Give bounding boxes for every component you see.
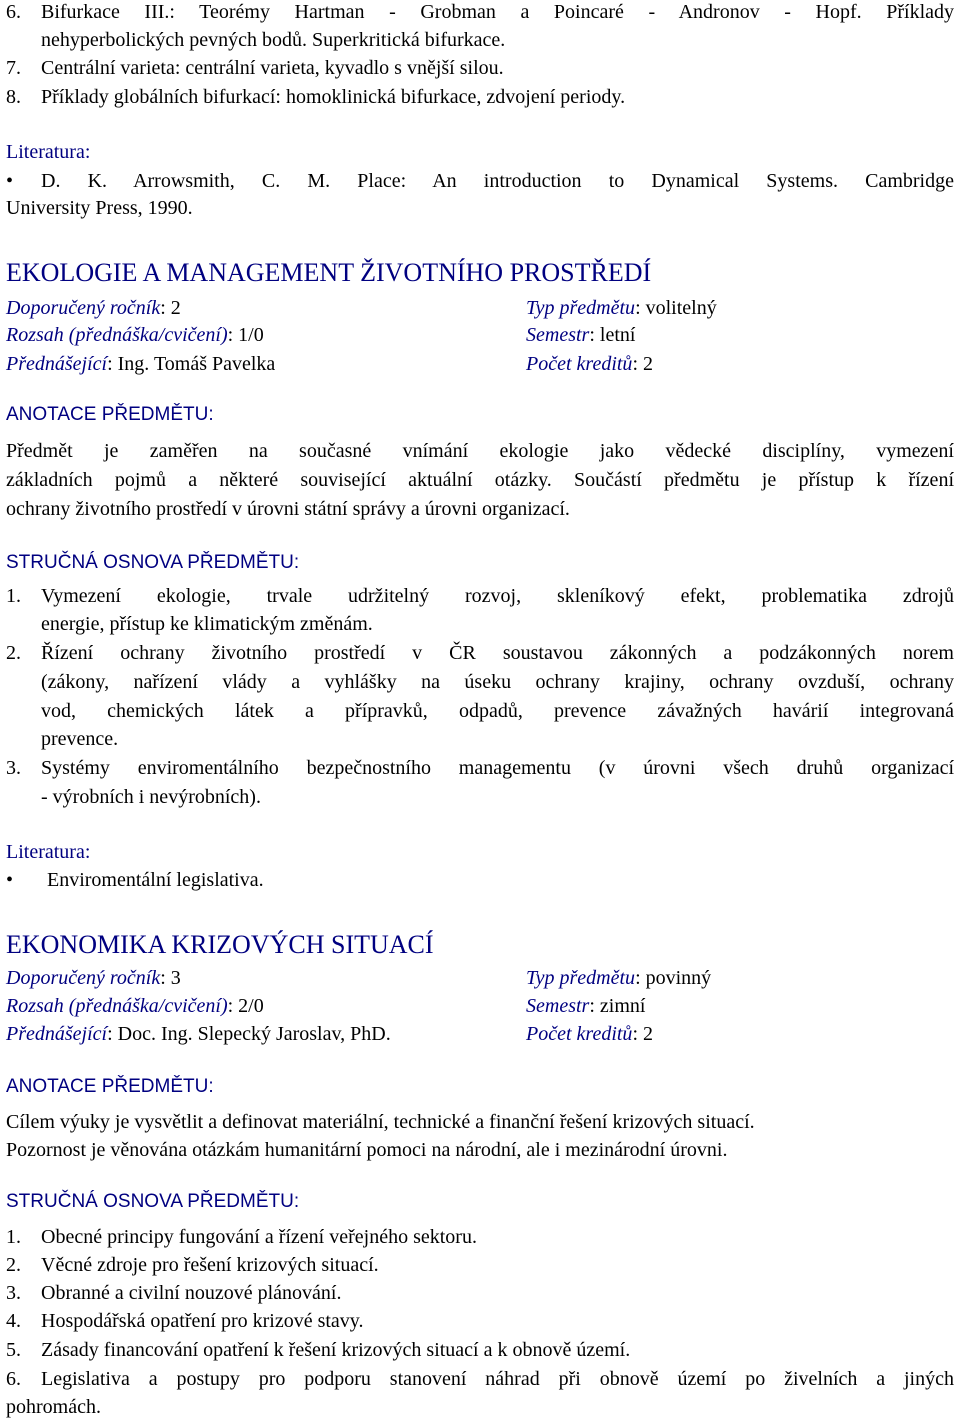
meta-label: Doporučený ročník (6, 967, 161, 989)
course-title: EKONOMIKA KRIZOVÝCH SITUACÍ (6, 930, 434, 959)
meta-prednasejici (6, 1022, 391, 1046)
meta-label: Semestr (526, 324, 590, 346)
literature-heading: Literatura: (6, 841, 91, 863)
meta-value: : 1/0 (227, 324, 264, 346)
outline-item-text: nehyperbolických pevných bodů. Superkritická bifurkace. (41, 29, 506, 51)
meta-value: : 2 (632, 1023, 653, 1045)
outline-item-text: energie, přístup ke klimatickým změnám. (41, 613, 373, 635)
bullet-icon: • (6, 869, 14, 891)
literature-heading: Literatura: (6, 141, 91, 163)
anotace-heading: ANOTACE PŘEDMĚTU: (6, 404, 214, 425)
meta-label: Typ předmětu (526, 297, 636, 319)
meta-kredity (526, 352, 653, 376)
meta-value: : Doc. Ing. Slepecký Jaroslav, PhD. (107, 1023, 391, 1045)
meta-value: : 2/0 (227, 995, 264, 1017)
outline-item-text: Obranné a civilní nouzové plánování. (41, 1282, 342, 1304)
outline-item-text: Zásady financování opatření k řešení krizových situací a k obnově území. (41, 1339, 631, 1361)
outline-item-number: 2. (6, 1254, 21, 1276)
outline-item-text: prevence. (41, 728, 119, 750)
meta-label: Počet kreditů (526, 1023, 633, 1045)
bullet-icon: • (6, 170, 14, 192)
meta-label: Přednášející (6, 1023, 108, 1045)
meta-value: : volitelný (635, 297, 717, 319)
meta-value: : povinný (635, 967, 712, 989)
outline-item-text: Legislativa a postupy pro podporu stanovení náhrad při obnově území po živelních a jiných (41, 1368, 954, 1390)
meta-label: Rozsah (přednáška/cvičení) (6, 324, 228, 346)
meta-rocnik (6, 966, 181, 990)
meta-semestr (526, 994, 645, 1018)
meta-semestr (526, 323, 635, 347)
meta-label: Přednášející (6, 353, 108, 375)
meta-label: Rozsah (přednáška/cvičení) (6, 995, 228, 1017)
meta-typ (526, 966, 711, 990)
outline-item-text: - výrobních i nevýrobních). (41, 786, 261, 808)
outline-item-number: 5. (6, 1339, 21, 1361)
outline-item-text: pohromách. (6, 1396, 101, 1418)
outline-item-text: vod, chemických látek a přípravků, odpadů, prevence závažných havárií integrovaná (41, 700, 954, 722)
meta-value: : Ing. Tomáš Pavelka (107, 353, 276, 375)
meta-typ (526, 296, 717, 320)
outline-item-number: 1. (6, 585, 21, 607)
meta-label: Počet kreditů (526, 353, 633, 375)
outline-item-text: Věcné zdroje pro řešení krizových situací. (41, 1254, 379, 1276)
outline-item-number: 8. (6, 86, 21, 108)
meta-label: Doporučený ročník (6, 297, 161, 319)
outline-item-number: 7. (6, 57, 21, 79)
outline-item-number: 6. (6, 1, 21, 23)
literature-item: Enviromentální legislativa. (47, 869, 264, 891)
osnova-heading: STRUČNÁ OSNOVA PŘEDMĚTU: (6, 1191, 300, 1212)
anotace-text: Předmět je zaměřen na současné vnímání ekologie jako vědecké disciplíny, vymezení (6, 440, 954, 462)
outline-item-number: 4. (6, 1310, 21, 1332)
meta-label: Typ předmětu (526, 967, 636, 989)
anotace-heading: ANOTACE PŘEDMĚTU: (6, 1076, 214, 1097)
meta-kredity (526, 1022, 653, 1046)
meta-label: Semestr (526, 995, 590, 1017)
meta-rozsah (6, 323, 264, 347)
outline-item-text: Centrální varieta: centrální varieta, kyvadlo s vnější silou. (41, 57, 504, 79)
literature-item: D. K. Arrowsmith, C. M. Place: An introduction to Dynamical Systems. Cambridge (41, 170, 954, 192)
meta-value: : 3 (160, 967, 181, 989)
anotace-text: Pozornost je věnována otázkám humanitární pomoci na národní, ale i mezinárodní úrovni. (6, 1139, 728, 1161)
outline-item-text: Hospodářská opatření pro krizové stavy. (41, 1310, 364, 1332)
meta-rocnik (6, 296, 181, 320)
outline-item-number: 2. (6, 642, 21, 664)
meta-value: : 2 (160, 297, 181, 319)
meta-prednasejici (6, 352, 275, 376)
meta-value: : letní (589, 324, 636, 346)
course-title: EKOLOGIE A MANAGEMENT ŽIVOTNÍHO PROSTŘEDÍ (6, 258, 652, 287)
outline-item-text: Systémy enviromentálního bezpečnostního managementu (v úrovni všech druhů organizací (41, 757, 954, 779)
outline-item-number: 3. (6, 1282, 21, 1304)
outline-item-number: 3. (6, 757, 21, 779)
literature-item: University Press, 1990. (6, 197, 193, 219)
outline-item-number: 1. (6, 1226, 21, 1248)
anotace-text: Cílem výuky je vysvětlit a definovat materiální, technické a finanční řešení krizových situací. (6, 1111, 755, 1133)
anotace-text: základních pojmů a některé související aktuální otázky. Součástí předmětu je přístup k řízení (6, 469, 954, 491)
osnova-heading: STRUČNÁ OSNOVA PŘEDMĚTU: (6, 552, 300, 573)
meta-value: : 2 (632, 353, 653, 375)
meta-value: : zimní (589, 995, 646, 1017)
outline-item-number: 6. (6, 1368, 21, 1390)
anotace-text: ochrany životního prostředí v úrovni státní správy a úrovni organizací. (6, 498, 570, 520)
outline-item-text: Řízení ochrany životního prostředí v ČR soustavou zákonných a podzákonných norem (41, 642, 954, 664)
outline-item-text: (zákony, nařízení vlády a vyhlášky na úseku ochrany krajiny, ochrany ovzduší, ochrany (41, 671, 954, 693)
outline-item-text: Bifurkace III.: Teorémy Hartman - Grobman a Poincaré - Andronov - Hopf. Příklady (41, 1, 954, 23)
outline-item-text: Příklady globálních bifurkací: homoklinická bifurkace, zdvojení periody. (41, 86, 626, 108)
outline-item-text: Vymezení ekologie, trvale udržitelný rozvoj, skleníkový efekt, problematika zdrojů (41, 585, 954, 607)
meta-rozsah (6, 994, 264, 1018)
outline-item-text: Obecné principy fungování a řízení veřejného sektoru. (41, 1226, 477, 1248)
